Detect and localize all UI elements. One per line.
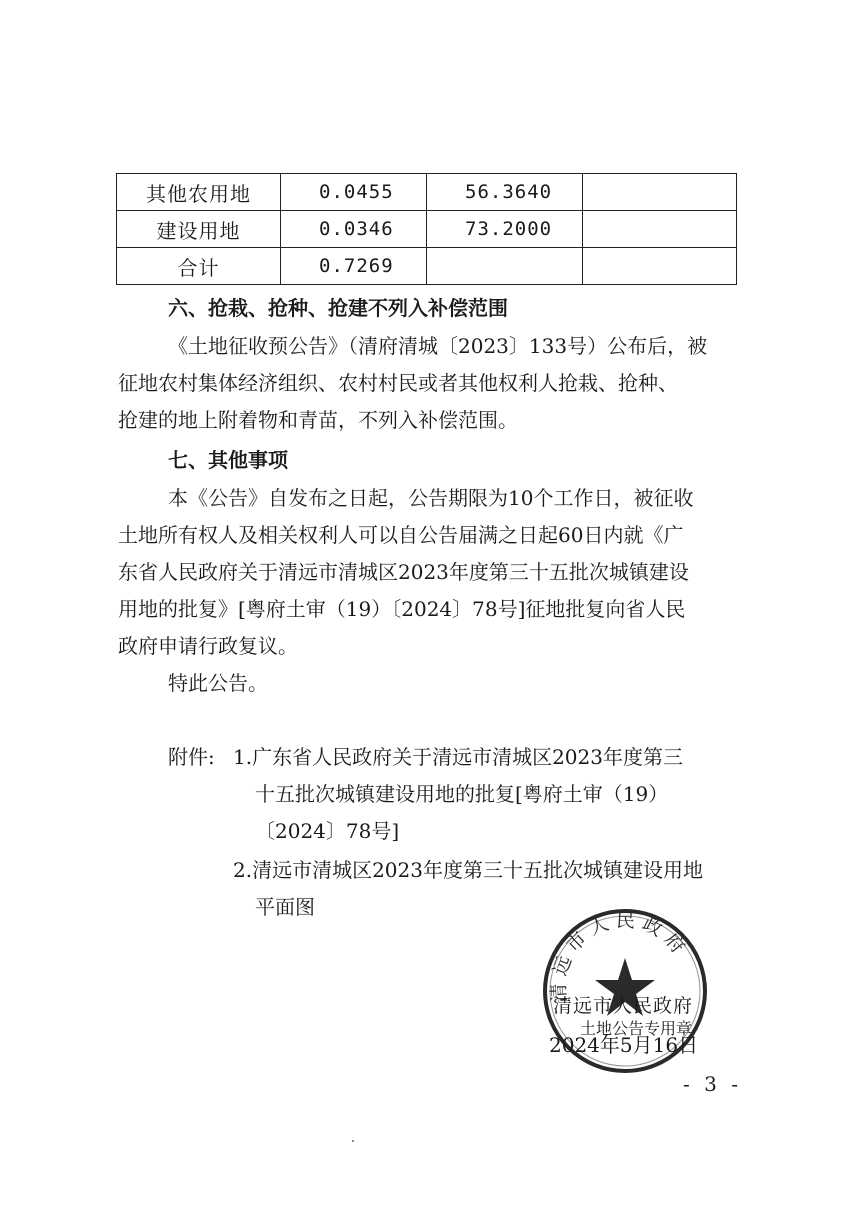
- section-6-heading: 六、抢栽、抢种、抢建不列入补偿范围: [168, 296, 508, 320]
- seal-arc-text: 清远市人民政府: [547, 909, 693, 1004]
- table-row: [117, 174, 737, 211]
- attachment-line: 〔2024〕78号]: [255, 819, 400, 843]
- land-compensation-table: [116, 173, 737, 285]
- paragraph-line: 抢建的地上附着物和青苗，不列入补偿范围。: [118, 408, 518, 432]
- table-cell-area: 0.0346: [281, 211, 427, 248]
- closing-line: 特此公告。: [168, 671, 268, 695]
- attachment-item-1: [233, 739, 683, 850]
- table-cell-price: 73.2000: [427, 211, 583, 248]
- table-row: [117, 248, 737, 285]
- paragraph-line: 政府申请行政复议。: [118, 634, 298, 658]
- table-cell-note: [583, 248, 737, 285]
- attachments-label: 附件:: [168, 745, 215, 769]
- section-6-body: [118, 328, 738, 439]
- paragraph-line: 东省人民政府关于清远市清城区2023年度第三十五批次城镇建设: [118, 560, 689, 584]
- table-cell-area: 0.7269: [281, 248, 427, 285]
- seal-subtitle: 土地公告专用章: [580, 1019, 693, 1038]
- paragraph-line: 土地所有权人及相关权利人可以自公告届满之日起60日内就《广: [118, 523, 684, 547]
- attachment-line: 平面图: [255, 895, 315, 919]
- table-cell-category: 建设用地: [117, 211, 281, 248]
- issuing-organization: 清远市人民政府: [553, 995, 694, 1017]
- table-cell-category: 其他农用地: [117, 174, 281, 211]
- section-7-heading: 七、其他事项: [168, 448, 288, 472]
- table-cell-area: 0.0455: [281, 174, 427, 211]
- paragraph-line: 本《公告》自发布之日起，公告期限为10个工作日，被征收: [168, 486, 694, 510]
- attachment-line: 2.清远市清城区2023年度第三十五批次城镇建设用地: [233, 858, 703, 882]
- table-cell-price: [427, 248, 583, 285]
- table-cell-note: [583, 211, 737, 248]
- table-cell-price: 56.3640: [427, 174, 583, 211]
- table-cell-category: 合计: [117, 248, 281, 285]
- attachment-line: 1.广东省人民政府关于清远市清城区2023年度第三: [233, 745, 683, 769]
- paragraph-line: 《土地征收预公告》（清府清城〔2023〕133号）公布后，被: [168, 334, 708, 358]
- paragraph-line: 用地的批复》[粤府土审（19）〔2024〕78号]征地批复向省人民: [118, 597, 686, 621]
- issue-date: 2024年5月16日: [549, 1033, 699, 1057]
- page-number: - 3 -: [683, 1072, 742, 1096]
- attachment-line: 十五批次城镇建设用地的批复[粤府土审（19）: [255, 782, 669, 806]
- table-cell-note: [583, 174, 737, 211]
- table-row: [117, 211, 737, 248]
- paragraph-line: 征地农村集体经济组织、农村村民或者其他权利人抢栽、抢种、: [118, 371, 678, 395]
- scan-speck: [352, 1140, 354, 1142]
- section-7-body: [118, 480, 738, 702]
